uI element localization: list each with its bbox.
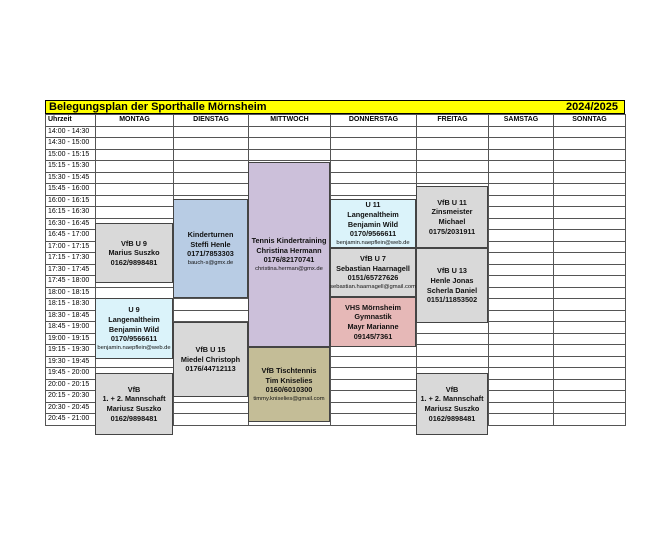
schedule-cell [554,218,626,230]
schedule-cell [174,299,249,311]
schedule-cell [417,356,489,368]
schedule-cell [174,402,249,414]
booking-line: 0162/9898481 [428,413,476,423]
schedule-cell [554,241,626,253]
header-saturday: SAMSTAG [489,115,554,127]
schedule-cell [554,333,626,345]
time-slot: 18:45 - 19:00 [46,322,96,334]
schedule-cell [249,126,331,138]
time-row [46,172,626,184]
schedule-cell [331,402,417,414]
time-slot: 20:45 - 21:00 [46,414,96,426]
schedule-cell [489,333,554,345]
header-wednesday: MITTWOCH [249,115,331,127]
schedule-cell [489,264,554,276]
booking-line: 0176/82170741 [263,255,315,265]
booking-line: Kinderturnen [187,230,234,240]
schedule-cell [417,126,489,138]
time-slot: 20:15 - 20:30 [46,391,96,403]
schedule-cell [489,184,554,196]
schedule-cell [489,345,554,357]
booking-line: Sebastian Haarnagell [336,263,410,273]
booking-email: benjamin.naepflein@web.de [97,344,171,351]
schedule-cell [96,126,174,138]
time-slot: 17:30 - 17:45 [46,264,96,276]
booking-email: benjamin.naepflein@web.de [336,239,410,246]
schedule-cell [489,322,554,334]
schedule-cell [417,161,489,173]
schedule-cell [554,253,626,265]
time-slot: 15:45 - 16:00 [46,184,96,196]
booking-line: Tennis Kindertraining [251,236,327,246]
schedule-cell [417,345,489,357]
schedule-cell [489,299,554,311]
booking-wednesday-tennis [248,162,330,347]
schedule-cell [96,195,174,207]
time-slot: 16:15 - 16:30 [46,207,96,219]
schedule-cell [489,230,554,242]
schedule-cell [417,138,489,150]
schedule-cell [554,322,626,334]
schedule-cell [331,149,417,161]
booking-tuesday-vfb-u15 [173,322,248,397]
schedule-cell [96,149,174,161]
booking-line: VHS Mörnsheim [345,302,401,312]
time-slot: 18:00 - 18:15 [46,287,96,299]
schedule-cell [417,149,489,161]
schedule-cell [331,161,417,173]
schedule-cell [489,368,554,380]
schedule-cell [489,218,554,230]
schedule-cell [489,310,554,322]
schedule-cell [489,241,554,253]
booking-wednesday-tischtennis [248,347,330,422]
time-slot: 15:00 - 15:15 [46,149,96,161]
schedule-cell [417,322,489,334]
booking-email: bauch-s@gmx.de [187,259,234,266]
schedule-cell [174,138,249,150]
schedule-cell [554,379,626,391]
schedule-cell [489,356,554,368]
time-slot: 14:00 - 14:30 [46,126,96,138]
booking-line: Marius Suszko [108,248,160,258]
schedule-cell [174,161,249,173]
booking-line: Gymnastik [354,312,392,322]
booking-friday-vfb-u11 [416,186,488,248]
schedule-cell [96,207,174,219]
schedule-cell [554,264,626,276]
schedule-cell [331,356,417,368]
booking-tuesday-kinderturnen [173,199,248,298]
schedule-cell [554,184,626,196]
time-row [46,149,626,161]
schedule-cell [174,149,249,161]
booking-line: Benjamin Wild [108,324,160,334]
booking-friday-vfb-mannschaft [416,373,488,435]
booking-line: 0160/6010300 [265,385,313,395]
schedule-cell [174,126,249,138]
schedule-cell [554,276,626,288]
booking-line: 0151/11853502 [426,295,478,305]
schedule-cell [96,138,174,150]
header-friday: FREITAG [417,115,489,127]
schedule-cell [489,414,554,426]
time-slot: 17:00 - 17:15 [46,241,96,253]
schedule-cell [489,391,554,403]
booking-line: Steffi Henle [190,239,231,249]
schedule-cell [554,149,626,161]
time-slot: 17:15 - 17:30 [46,253,96,265]
schedule-cell [249,138,331,150]
schedule-cell [331,414,417,426]
booking-monday-vfb-mannschaft [95,373,173,435]
time-slot: 15:15 - 15:30 [46,161,96,173]
time-slot: 18:30 - 18:45 [46,310,96,322]
time-row [46,138,626,150]
schedule-cell [489,126,554,138]
booking-line: VfB U 9 [121,238,147,248]
schedule-cell [331,368,417,380]
time-slot: 19:30 - 19:45 [46,356,96,368]
schedule-title: Belegungsplan der Sporthalle Mörnsheim [49,101,267,113]
schedule-cell [489,161,554,173]
schedule-cell [489,138,554,150]
schedule-cell [554,391,626,403]
booking-line: Langenaltheim [347,209,399,219]
schedule-cell [331,138,417,150]
header-thursday: DONNERSTAG [331,115,417,127]
booking-line: Henle Jonas [430,275,474,285]
schedule-cell [489,149,554,161]
time-slot: 17:45 - 18:00 [46,276,96,288]
schedule-cell [331,379,417,391]
schedule-cell [174,310,249,322]
time-slot: 19:45 - 20:00 [46,368,96,380]
schedule-cell [554,345,626,357]
booking-thursday-vfb-u7 [330,248,416,297]
schedule-cell [331,391,417,403]
schedule-cell [417,333,489,345]
time-slot: 20:30 - 20:45 [46,402,96,414]
time-slot: 19:00 - 19:15 [46,333,96,345]
schedule-cell [554,230,626,242]
time-slot: 16:45 - 17:00 [46,230,96,242]
booking-line: Michael [438,217,466,226]
schedule-cell [489,253,554,265]
booking-line: 0170/9566611 [349,229,397,239]
schedule-cell [174,184,249,196]
booking-line: 0162/9898481 [110,257,158,267]
booking-line: U 11 [365,200,381,210]
booking-line: 1. + 2. Mannschaft [102,394,166,404]
header-monday: MONTAG [96,115,174,127]
time-row [46,184,626,196]
schedule-cell [174,172,249,184]
booking-line: Tim Kniselies [265,375,313,385]
booking-line: 0176/44712113 [185,364,236,374]
schedule-cell [96,184,174,196]
booking-line: 0151/65727626 [347,273,399,283]
schedule-cell [331,184,417,196]
schedule-cell [554,310,626,322]
schedule-cell [489,276,554,288]
schedule-cell [554,207,626,219]
booking-line: Langenaltheim [108,314,160,324]
time-slot: 14:30 - 15:00 [46,138,96,150]
booking-line: U 9 [128,305,140,315]
header-time: Uhrzeit [46,115,96,127]
booking-line: Mayr Marianne [347,322,399,331]
title-bar [45,100,625,114]
booking-line: Christina Hermann [256,245,322,255]
booking-email: sebastian.haarnagell@gmail.com [330,283,416,290]
booking-email: timmy.kniselies@gmail.com [253,395,325,402]
header-sunday: SONNTAG [554,115,626,127]
schedule-cell [554,368,626,380]
booking-thursday-vhs [330,297,416,347]
schedule-cell [489,172,554,184]
schedule-cell [249,149,331,161]
season-label: 2024/2025 [566,101,618,113]
schedule-cell [554,402,626,414]
schedule-cell [554,126,626,138]
schedule-cell [554,414,626,426]
booking-line: VfB U 11 [437,197,467,207]
booking-line: Miedel Christoph [180,354,241,364]
booking-monday-u9-langenaltheim [95,298,173,359]
schedule-cell [554,172,626,184]
schedule-cell [554,299,626,311]
schedule-cell [489,379,554,391]
time-slot: 16:00 - 16:15 [46,195,96,207]
time-row [46,126,626,138]
schedule-cell [489,195,554,207]
booking-line: 0170/9566611 [110,334,158,344]
booking-thursday-u11-langenaltheim [330,199,416,248]
schedule-cell [96,161,174,173]
booking-line: 1. + 2. Mannschaft [420,394,484,404]
schedule-cell [554,356,626,368]
schedule-cell [489,207,554,219]
booking-monday-vfb-u9 [95,223,173,283]
booking-line: VfB U 7 [360,254,386,264]
schedule-cell [174,414,249,426]
schedule-sheet [45,100,625,448]
schedule-cell [331,172,417,184]
schedule-cell [554,195,626,207]
schedule-cell [417,172,489,184]
booking-email: christina.herman@gmx.de [255,265,323,272]
booking-line: Benjamin Wild [347,219,399,229]
booking-line: Mariusz Suszko [106,404,162,413]
booking-line: VfB [445,384,459,394]
booking-line: VfB Tischtennis [261,366,317,376]
schedule-cell [96,287,174,299]
schedule-cell [489,287,554,299]
booking-line: 0175/2031911 [428,226,476,236]
booking-line: Zinsmeister [431,207,473,217]
time-slot: 20:00 - 20:15 [46,379,96,391]
schedule-cell [554,138,626,150]
header-tuesday: DIENSTAG [174,115,249,127]
booking-line: 0171/7853303 [187,249,234,259]
time-slot: 18:15 - 18:30 [46,299,96,311]
booking-line: Scherla Daniel [426,285,478,295]
time-slot: 16:30 - 16:45 [46,218,96,230]
booking-line: 09145/7361 [353,331,393,341]
booking-line: Mariusz Suszko [424,404,480,413]
schedule-cell [554,161,626,173]
schedule-cell [331,126,417,138]
header-row [46,115,626,127]
time-slot: 15:30 - 15:45 [46,172,96,184]
schedule-cell [489,402,554,414]
time-row [46,161,626,173]
time-slot: 19:15 - 19:30 [46,345,96,357]
booking-line: VfB [127,384,141,394]
schedule-cell [96,172,174,184]
schedule-cell [554,287,626,299]
booking-line: VfB U 13 [436,266,467,276]
booking-line: 0162/9898481 [110,413,158,423]
booking-line: VfB U 15 [195,345,226,355]
booking-friday-vfb-u13 [416,248,488,323]
